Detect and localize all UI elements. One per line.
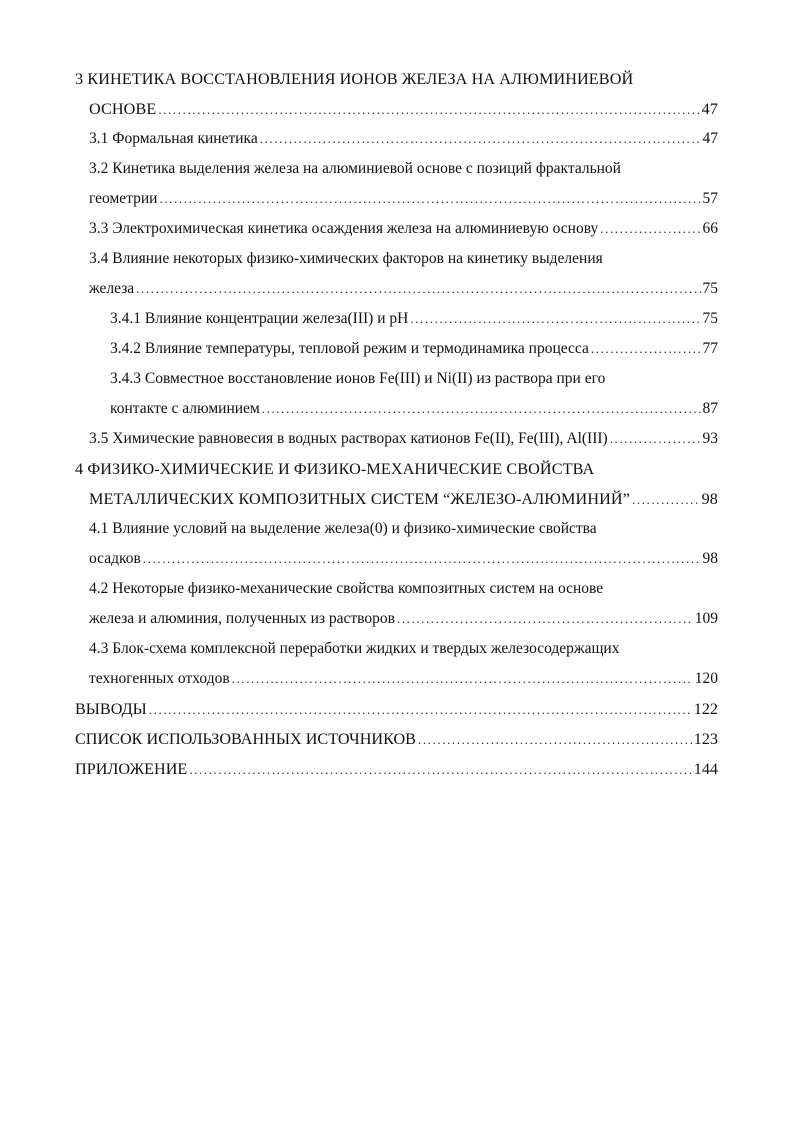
dot-leader <box>262 394 701 424</box>
toc-entry-page: 66 <box>702 220 718 237</box>
toc-entry[interactable] <box>89 184 718 214</box>
toc-entry-title: 4.3 Блок-схема комплексной переработки жидких и твердых железосодержащих <box>89 640 620 657</box>
toc-entry-page: 123 <box>693 730 718 748</box>
dot-leader <box>610 424 701 454</box>
toc-line <box>0 574 793 604</box>
toc-line <box>0 634 793 664</box>
dot-leader <box>410 304 700 334</box>
dot-leader <box>149 695 692 725</box>
toc-entry-title: 3.2 Кинетика выделения железа на алюминиевой основе с позиций фрактальной <box>89 160 621 177</box>
toc-entry-page: 57 <box>702 190 718 207</box>
toc-line <box>0 304 793 334</box>
toc-entry-title: ВЫВОДЫ <box>75 700 147 718</box>
toc-entry-title: 4.2 Некоторые физико-механические свойства композитных систем на основе <box>89 580 604 597</box>
toc-entry-page: 47 <box>701 100 718 118</box>
dot-leader <box>158 95 699 125</box>
toc-entry-title: МЕТАЛЛИЧЕСКИХ КОМПОЗИТНЫХ СИСТЕМ “ЖЕЛЕЗО-АЛЮМИНИЙ” <box>89 490 630 508</box>
toc-entry-title: ОСНОВЕ <box>89 100 157 118</box>
toc-line <box>0 64 793 94</box>
toc-line <box>0 154 793 184</box>
toc-entry-title: 3.4 Влияние некоторых физико-химических факторов на кинетику выделения <box>89 250 603 267</box>
toc-entry-title: геометрии <box>89 190 158 207</box>
toc-line <box>0 514 793 544</box>
table-of-contents <box>0 64 793 784</box>
toc-entry-page: 144 <box>693 760 718 778</box>
toc-line <box>0 184 793 214</box>
toc-entry-title: 3.1 Формальная кинетика <box>89 130 258 147</box>
toc-line <box>0 724 793 754</box>
dot-leader <box>143 544 701 574</box>
toc-line <box>0 424 793 454</box>
toc-entry-title: 3.3 Электрохимическая кинетика осаждения железа на алюминиевую основу <box>89 220 599 237</box>
toc-entry-page: 75 <box>702 310 718 327</box>
toc-line <box>0 754 793 784</box>
toc-entry-page: 77 <box>702 340 718 357</box>
dot-leader <box>600 214 700 244</box>
toc-entry-title: 3.4.3 Совместное восстановление ионов Fe(III) и Ni(II) из раствора при его <box>110 370 606 387</box>
toc-line <box>0 334 793 364</box>
dot-leader <box>397 604 693 634</box>
toc-entry[interactable] <box>110 394 718 424</box>
toc-entry-title: ПРИЛОЖЕНИЕ <box>75 760 188 778</box>
toc-entry[interactable] <box>89 664 718 694</box>
toc-entry[interactable] <box>110 334 718 364</box>
toc-entry[interactable] <box>89 274 718 304</box>
dot-leader <box>136 274 700 304</box>
toc-line <box>0 694 793 724</box>
toc-line <box>0 274 793 304</box>
toc-entry[interactable] <box>89 484 718 515</box>
toc-line <box>0 364 793 394</box>
toc-entry-title: 3.4.1 Влияние концентрации железа(III) и pH <box>110 310 409 327</box>
toc-line <box>0 454 793 484</box>
toc-line <box>0 94 793 124</box>
toc-entry[interactable] <box>89 424 718 454</box>
toc-line <box>0 604 793 634</box>
toc-entry-page: 98 <box>701 490 718 508</box>
toc-entry-title: осадков <box>89 550 141 567</box>
toc-entry[interactable] <box>110 304 718 334</box>
toc-entry[interactable] <box>75 754 718 785</box>
toc-entry-title: техногенных отходов <box>89 670 230 687</box>
toc-line <box>0 394 793 424</box>
toc-entry[interactable] <box>89 124 718 154</box>
dot-leader <box>632 485 700 515</box>
toc-entry[interactable] <box>89 604 718 634</box>
toc-entry-title: 3 КИНЕТИКА ВОССТАНОВЛЕНИЯ ИОНОВ ЖЕЛЕЗА НА АЛЮМИНИЕВОЙ <box>75 70 634 88</box>
toc-entry-title: железа и алюминия, полученных из растворов <box>89 610 395 627</box>
toc-entry-title: 4.1 Влияние условий на выделение железа(0) и физико-химические свойства <box>89 520 597 537</box>
toc-entry[interactable] <box>89 544 718 574</box>
dot-leader <box>159 184 700 214</box>
dot-leader <box>232 664 693 694</box>
toc-line <box>0 484 793 514</box>
toc-entry-page: 93 <box>702 430 718 447</box>
toc-entry-title: 3.5 Химические равновесия в водных растворах катионов Fe(II), Fe(III), Al(III) <box>89 430 608 447</box>
toc-entry-page: 75 <box>702 280 718 297</box>
toc-line <box>0 664 793 694</box>
dot-leader <box>591 334 701 364</box>
toc-entry-title: СПИСОК ИСПОЛЬЗОВАННЫХ ИСТОЧНИКОВ <box>75 730 416 748</box>
toc-entry-title: железа <box>89 280 135 297</box>
toc-entry[interactable] <box>75 724 718 755</box>
toc-line <box>0 544 793 574</box>
dot-leader <box>189 755 691 785</box>
toc-entry-title: 4 ФИЗИКО-ХИМИЧЕСКИЕ И ФИЗИКО-МЕХАНИЧЕСКИЕ СВОЙСТВА <box>75 460 595 478</box>
dot-leader <box>418 725 692 755</box>
toc-entry[interactable] <box>75 694 718 725</box>
toc-entry-page: 122 <box>693 700 718 718</box>
toc-line <box>0 244 793 274</box>
toc-line <box>0 124 793 154</box>
toc-entry[interactable] <box>89 94 718 125</box>
toc-entry-title: контакте с алюминием <box>110 400 260 417</box>
dot-leader <box>260 124 701 154</box>
toc-entry-title: 3.4.2 Влияние температуры, тепловой режим и термодинамика процесса <box>110 340 589 357</box>
toc-entry-page: 109 <box>694 610 718 627</box>
toc-entry-page: 87 <box>702 400 718 417</box>
toc-entry-page: 120 <box>694 670 718 687</box>
toc-line <box>0 214 793 244</box>
toc-entry-page: 98 <box>702 550 718 567</box>
toc-entry[interactable] <box>89 214 718 244</box>
toc-entry-page: 47 <box>702 130 718 147</box>
